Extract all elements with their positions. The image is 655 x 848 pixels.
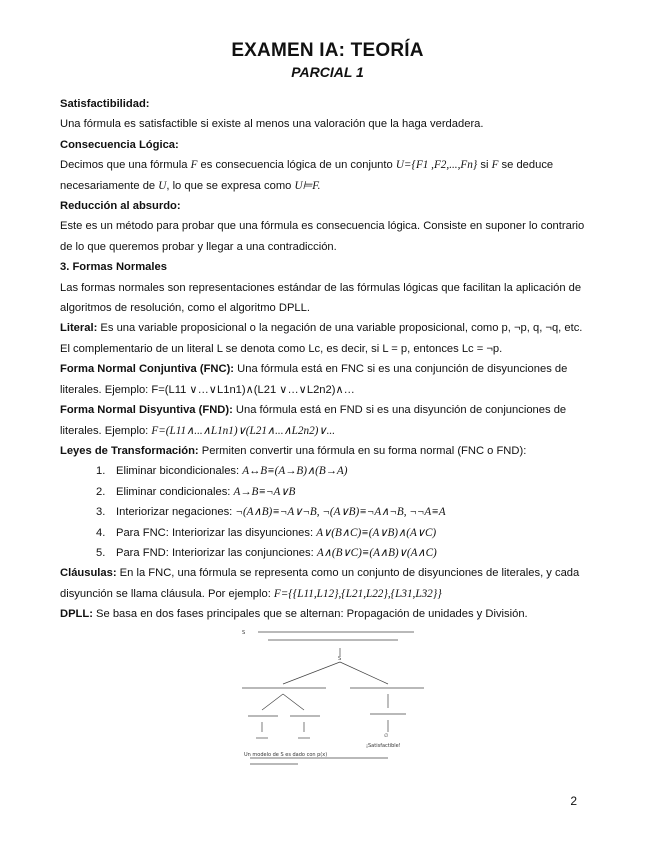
tree-edge [262, 694, 283, 710]
paragraph-reduccion: Este es un método para probar que una fórmula es consecuencia lógica. Consiste en suponer lo contrario de lo que queremos probar y llegar a una contradicción. [60, 220, 585, 253]
list-item [60, 482, 595, 502]
paragraph-formas-normales: Las formas normales son representaciones estándar de las fórmulas lógicas que facilitan la aplicación de algoritmos de resolución, como el algoritmo DPLL. [60, 281, 582, 315]
text-run: Interiorizar negaciones: [116, 506, 236, 519]
page-number: 2 [570, 794, 577, 808]
diagram-note: Un modelo de S es dado con p(x) [244, 752, 328, 758]
page-subtitle: PARCIAL 1 [291, 64, 364, 80]
paragraph-leyes [60, 441, 595, 461]
diagram-top-label: S [242, 630, 246, 636]
formula: A↔B≡(A→B)∧(B→A) [242, 465, 348, 478]
tree-edge [283, 662, 340, 684]
diagram-leaf-node: ∅ [384, 733, 389, 739]
text-run: En la FNC, una fórmula se representa como un conjunto de disyunciones de literales, y cada disyunción se llama cláusula. Por ejemplo: [60, 567, 580, 600]
text-run: si [477, 159, 492, 172]
list-number: 2. [96, 485, 106, 498]
list-number: 1. [96, 465, 106, 478]
formula: A∨(B∧C)≡(A∨B)∧(A∨C) [316, 526, 437, 539]
paragraph-clausulas [60, 563, 595, 604]
formula: U [158, 179, 167, 192]
text-run: Decimos que una fórmula [60, 159, 191, 172]
formula: U={F1 ,F2,...,Fn} [395, 159, 478, 172]
paragraph-satisfactibilidad: Una fórmula es satisfactible si existe al menos una valoración que la haga verdadera. [60, 118, 484, 131]
formula: A∧(B∨C)≡(A∧B)∨(A∧C) [316, 546, 437, 559]
text-run: Una fórmula está en FND si es una disyunción de conjunciones de literales. Ejemplo: [60, 404, 567, 437]
text-run: , lo que se expresa como [166, 179, 295, 192]
text-run: Permiten convertir una fórmula en su forma normal (FNC o FND): [198, 444, 527, 457]
formula: F [190, 159, 198, 172]
list-item [60, 543, 595, 563]
term-label: DPLL: [60, 608, 93, 621]
term-label: Leyes de Transformación: [60, 444, 199, 457]
section-heading-consecuencia: Consecuencia Lógica: [60, 138, 179, 151]
dpll-tree-diagram [238, 622, 428, 772]
text-run: Para FND: Interiorizar las conjunciones: [116, 546, 317, 559]
formula: A→B≡¬A∨B [233, 485, 296, 498]
paragraph-literal [60, 318, 595, 359]
text-run: Para FNC: Interiorizar las disyunciones: [116, 526, 317, 539]
text-run: Es una variable proposicional o la negación de una variable proposicional, como p, ¬p, q, ¬q, etc. El complementario de un literal L se denota como Lc, es decir, si L = p, entonces Lc = ¬p. [60, 322, 583, 355]
formula: F={{L11,L12},{L21,L22},{L31,L32}} [273, 587, 442, 600]
list-number: 4. [96, 526, 106, 539]
section-heading-reduccion: Reducción al absurdo: [60, 200, 181, 213]
text-run: Una fórmula está en FNC si es una conjunción de disyunciones de literales. Ejemplo: F=(L11 ∨…∨L1n1)∧(L21 ∨…∨L2n2)∧… [60, 363, 568, 396]
list-item [60, 502, 595, 522]
text-run: Se basa en dos fases principales que se alternan: Propagación de unidades y División. [92, 608, 528, 621]
term-label: Literal: [60, 322, 98, 335]
text-run: se deduce necesariamente de [60, 159, 554, 192]
section-heading-formas-normales: 3. Formas Normales [60, 261, 167, 274]
paragraph-consecuencia [60, 155, 595, 196]
text-run: es consecuencia lógica de un conjunto [197, 159, 396, 172]
paragraph-fnd [60, 400, 595, 441]
page-title: EXAMEN IA: TEORÍA [231, 40, 424, 61]
document-body [60, 94, 595, 625]
list-item [60, 461, 595, 481]
formula: F [491, 159, 499, 172]
term-label: Forma Normal Disyuntiva (FND): [60, 404, 233, 417]
list-number: 5. [96, 546, 106, 559]
tree-edge [340, 662, 388, 684]
paragraph-fnc [60, 359, 595, 400]
term-label: Forma Normal Conjuntiva (FNC): [60, 363, 235, 376]
transformation-rules-list [60, 461, 595, 563]
text-run: Eliminar condicionales: [116, 485, 234, 498]
tree-edge [283, 694, 304, 710]
list-item [60, 523, 595, 543]
formula: F=(L11∧...∧L1n1)∨(L21∧...∧L2n2)∨... [151, 424, 335, 437]
formula: ¬(A∧B)≡¬A∨¬B, ¬(A∨B)≡¬A∧¬B, ¬¬A≡A [235, 506, 446, 519]
text-run: Eliminar bicondicionales: [116, 465, 243, 478]
formula: U⊨F. [294, 179, 321, 192]
dpll-tree-svg [238, 622, 428, 772]
list-number: 3. [96, 506, 106, 519]
diagram-root-node: S [338, 656, 342, 662]
diagram-satisfactible-label: ¡Satisfactible! [366, 743, 401, 749]
term-label: Cláusulas: [60, 567, 117, 580]
section-heading-satisfactibilidad: Satisfactibilidad: [60, 98, 150, 110]
